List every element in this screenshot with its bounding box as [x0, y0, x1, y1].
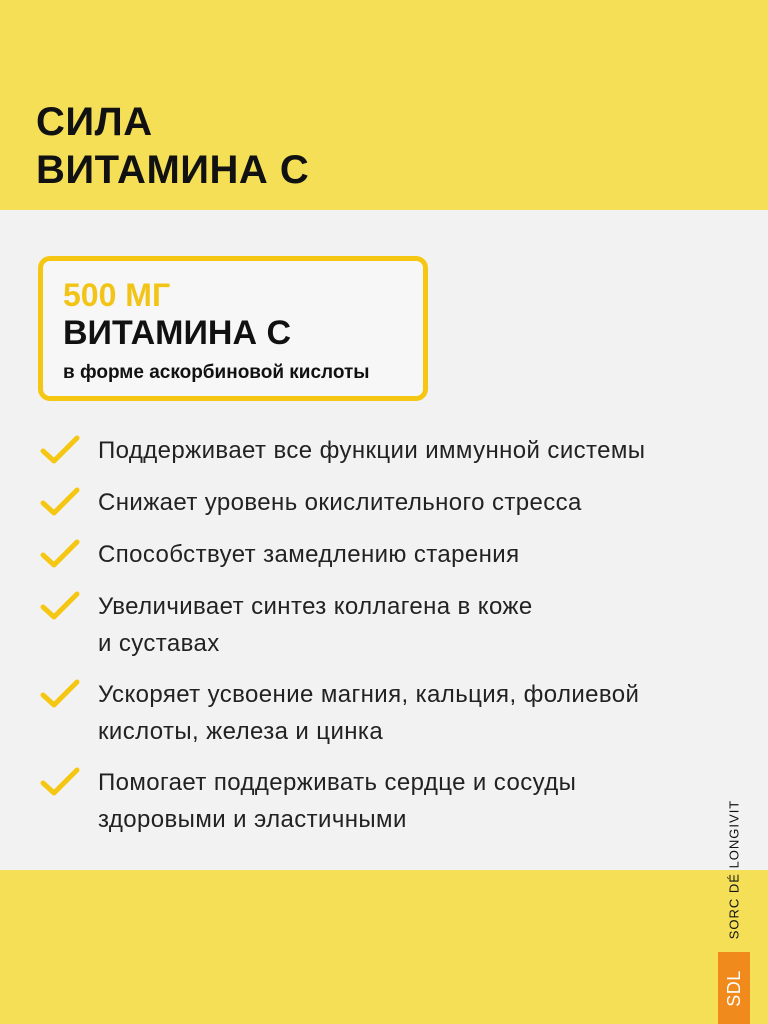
check-icon	[40, 766, 80, 798]
benefit-line: и суставах	[98, 630, 220, 657]
page-title-line-1: СИЛА	[36, 100, 153, 144]
page-title-line-2: ВИТАМИНА С	[36, 148, 310, 192]
brand-mark	[716, 790, 752, 1024]
benefit-line: Способствует замедлению старения	[98, 541, 520, 568]
benefit-text	[98, 484, 738, 521]
content-area	[0, 210, 768, 870]
benefit-line: кислоты, железа и цинка	[98, 718, 384, 745]
brand-logo-text: SDL	[723, 969, 744, 1007]
benefit-line: Снижает уровень окислительного стресса	[98, 489, 582, 516]
benefit-text	[98, 432, 738, 469]
benefit-text	[98, 676, 738, 750]
dose-name: ВИТАМИНА С	[63, 314, 292, 352]
benefit-line: Ускоряет усвоение магния, кальция, фолиевой	[98, 681, 640, 708]
benefit-text	[98, 764, 738, 838]
check-icon	[40, 434, 80, 466]
benefit-line: Поддерживает все функции иммунной системы	[98, 437, 646, 464]
brand-name	[716, 790, 752, 948]
dose-note: в форме аскорбиновой кислоты	[63, 362, 370, 383]
brand-logo	[718, 952, 750, 1024]
check-icon	[40, 486, 80, 518]
footer-band	[0, 870, 768, 1024]
benefit-text	[98, 536, 738, 573]
benefit-line: Помогает поддерживать сердце и сосуды	[98, 769, 577, 796]
check-icon	[40, 538, 80, 570]
dose-amount: 500 МГ	[63, 277, 171, 313]
benefit-line: Увеличивает синтез коллагена в коже	[98, 593, 533, 620]
header-band	[0, 0, 768, 210]
brand-name-text: SORC DÉ LONGIVIT	[726, 799, 742, 939]
benefit-line: здоровыми и эластичными	[98, 806, 407, 833]
benefit-text	[98, 588, 738, 662]
check-icon	[40, 678, 80, 710]
dose-box	[38, 256, 428, 401]
check-icon	[40, 590, 80, 622]
page-title	[36, 98, 309, 194]
